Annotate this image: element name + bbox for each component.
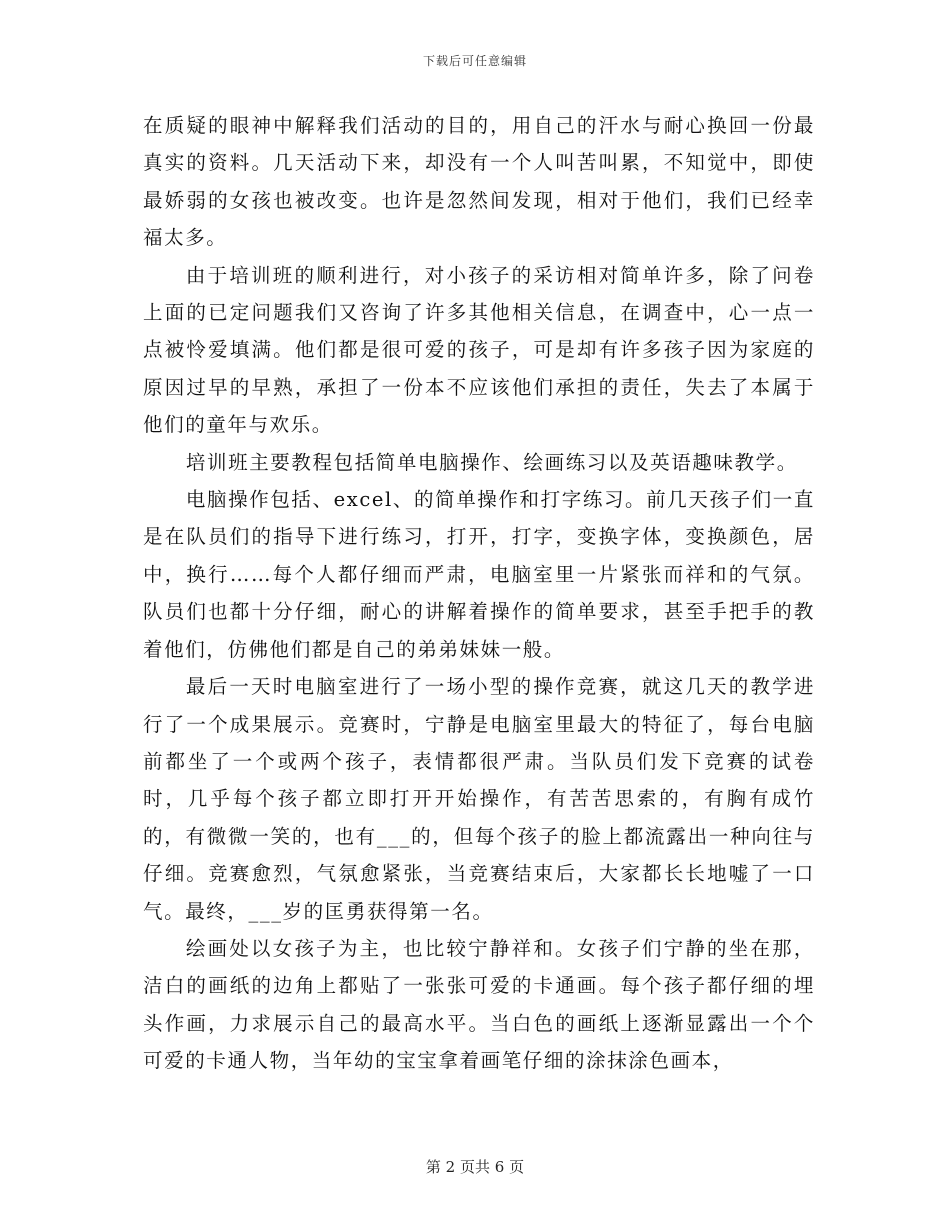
page-header: 下载后可任意编辑 [422, 54, 527, 68]
document-body [143, 107, 815, 1080]
paragraph: 培训班主要教程包括简单电脑操作、绘画练习以及英语趣味教学。 [185, 450, 798, 474]
paragraph: 由于培训班的顺利进行，对小孩子的采访相对简单许多，除了问卷上面的已定问题我们又咨询了许多其他相关信息，在调查中，心一点一点被怜爱填满。他们都是很可爱的孩子，可是却有许多孩子因为家庭的原因过早的早熟，承担了一份本不应该他们承担的责任，失去了本属于他们的童年与欢乐。 [143, 263, 815, 437]
paragraph: 电脑操作包括、excel、的简单操作和打字练习。前几天孩子们一直是在队员们的指导下进行练习，打开，打字，变换字体，变换颜色，居中，换行……每个人都仔细而严肃，电脑室里一片紧张而祥和的气氛。队员们也都十分仔细，耐心的讲解着操作的简单要求，甚至手把手的教着他们，仿佛他们都是自己的弟弟妹妹一般。 [143, 488, 815, 661]
paragraph-continued: 在质疑的眼神中解释我们活动的目的，用自己的汗水与耐心换回一份最真实的资料。几天活动下来，却没有一个人叫苦叫累，不知觉中，即使最娇弱的女孩也被改变。也许是忽然间发现，相对于他们，我们已经幸福太多。 [143, 114, 815, 250]
paragraph: 绘画处以女孩子为主，也比较宁静祥和。女孩子们宁静的坐在那，洁白的画纸的边角上都贴了一张张可爱的卡通画。每个孩子都仔细的埋头作画，力求展示自己的最高水平。当白色的画纸上逐渐显露出一个个可爱的卡通人物，当年幼的宝宝拿着画笔仔细的涂抹涂色画本， [143, 936, 815, 1073]
page-number-footer: 第 2 页共 6 页 [425, 1158, 525, 1176]
paragraph: 最后一天时电脑室进行了一场小型的操作竞赛，就这几天的教学进行了一个成果展示。竞赛时，宁静是电脑室里最大的特征了，每台电脑前都坐了一个或两个孩子，表情都很严肃。当队员们发下竞赛的试卷时，几乎每个孩子都立即打开开始操作，有苦苦思索的，有胸有成竹的，有微微一笑的，也有___的，但每个孩子的脸上都流露出一种向往与仔细。竞赛愈烈，气氛愈紧张，当竞赛结束后，大家都长长地嘘了一口气。最终，___岁的匡勇获得第一名。 [143, 675, 815, 923]
